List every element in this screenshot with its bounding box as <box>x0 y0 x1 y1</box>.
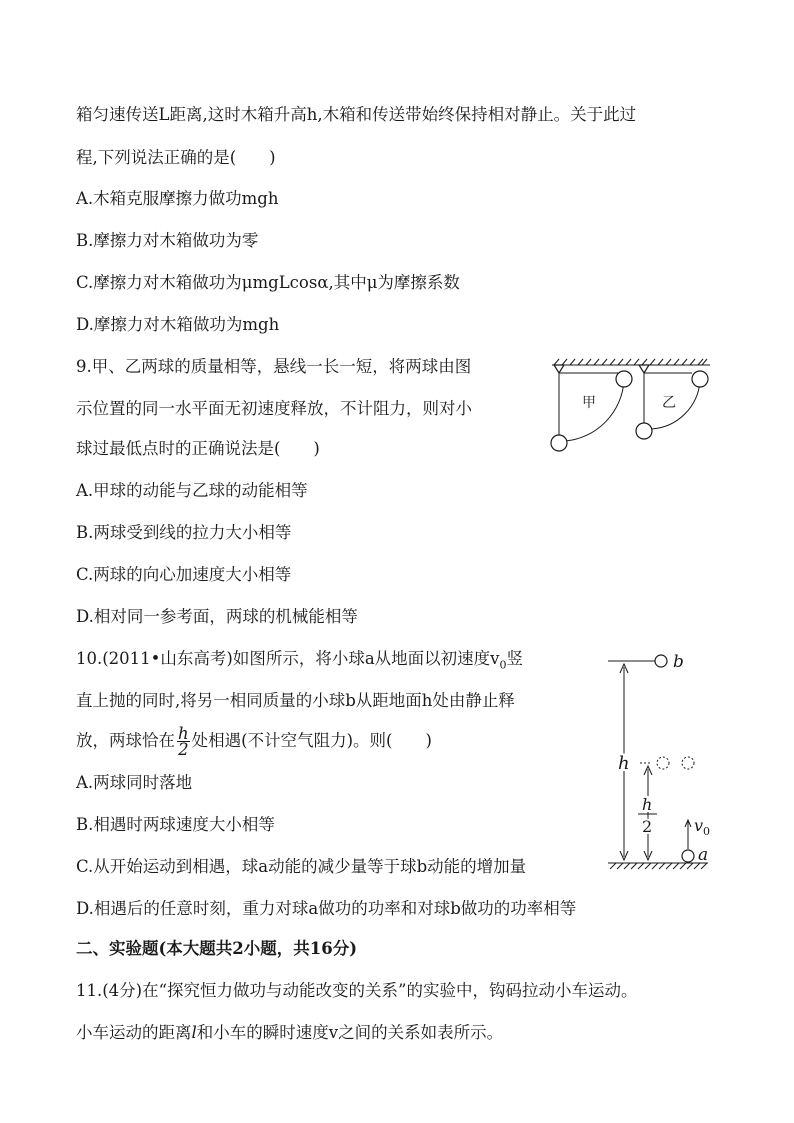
q10-stem-line3-end: 处相遇(不计空气阻力)。则( ) <box>191 731 432 750</box>
q11-stem-line2 <box>76 1021 503 1045</box>
q11-stem-line2-start: 小车运动的距离 <box>76 1023 192 1042</box>
label-v0 <box>694 816 710 838</box>
v0-subscript: 0 <box>499 658 507 672</box>
label-half-denominator: 2 <box>642 817 653 836</box>
ball-a <box>682 850 694 862</box>
meeting-ball-b-dashed <box>682 757 694 769</box>
label-half-numerator: h <box>642 795 653 814</box>
q8-stem-line2: 程,下列说法正确的是( ) <box>76 148 276 167</box>
q9-option-a: A.甲球的动能与乙球的动能相等 <box>76 481 308 500</box>
q10-option-a: A.两球同时落地 <box>76 773 193 792</box>
q9-stem-line1: 9.甲、乙两球的质量相等，悬线一长一短，将两球由图 <box>76 357 472 376</box>
label-a: a <box>698 845 709 865</box>
q10-stem-line3-start: 放，两球恰在 <box>76 731 175 750</box>
q9-option-d: D.相对同一参考面，两球的机械能相等 <box>76 607 358 626</box>
section2-heading: 二、实验题(本大题共2小题，共16分) <box>76 939 358 958</box>
label-h: h <box>618 753 630 774</box>
q10-stem-line1 <box>76 647 523 677</box>
label-yi: 乙 <box>662 395 676 411</box>
q10-stem-line1-text: 10.(2011•山东高考)如图所示，将小球a从地面以初速度v <box>76 649 500 668</box>
q9-option-c: C.两球的向心加速度大小相等 <box>76 565 292 584</box>
ground-hatch <box>610 863 707 869</box>
meeting-ball-a-dashed <box>657 757 669 769</box>
q9-pendulum-figure <box>540 355 720 455</box>
q10-option-c: C.从开始运动到相遇，球a动能的减少量等于球b动能的增加量 <box>76 857 527 876</box>
q10-option-d: D.相遇后的任意时刻，重力对球a做功的功率和对球b做功的功率相等 <box>76 899 577 918</box>
q10-stem-line2: 直上抛的同时,将另一相同质量的小球b从距地面h处由静止释 <box>76 691 515 710</box>
fraction-denominator: 2 <box>178 740 189 759</box>
q8-option-c: C.摩擦力对木箱做功为μmgLcosα,其中μ为摩擦系数 <box>76 273 460 292</box>
q11-stem-line1: 11.(4分)在“探究恒力做功与动能改变的关系”的实验中，钩码拉动小车运动。 <box>76 981 638 1000</box>
q10-stem-line3 <box>76 726 432 757</box>
q9-option-b: B.两球受到线的拉力大小相等 <box>76 523 292 542</box>
q10-figure <box>600 645 720 875</box>
q11-stem-line2-end: 和小车的瞬时速度v之间的关系如表所示。 <box>196 1023 504 1042</box>
q10-stem-line1-end: 竖 <box>506 649 523 668</box>
ball-b <box>655 655 667 667</box>
q8-option-d: D.摩擦力对木箱做功为mgh <box>76 315 280 334</box>
label-v-sub: 0 <box>703 825 711 838</box>
q9-stem-line3: 球过最低点时的正确说法是( ) <box>76 439 320 458</box>
label-v: v <box>694 816 704 835</box>
q8-stem-line1: 箱匀速传送L距离,这时木箱升高h,木箱和传送带始终保持相对静止。关于此过 <box>76 105 637 124</box>
distance-symbol-l: l <box>191 1023 197 1042</box>
fraction-numerator: h <box>178 724 189 743</box>
ceiling-hatch <box>552 359 710 365</box>
q8-option-a: A.木箱克服摩擦力做功mgh <box>76 189 279 208</box>
q8-option-b: B.摩擦力对木箱做功为零 <box>76 231 259 250</box>
q10-option-b: B.相遇时两球速度大小相等 <box>76 815 275 834</box>
h-half-fraction <box>177 726 190 757</box>
q9-stem-line2: 示位置的同一水平面无初速度释放，不计阻力，则对小 <box>76 399 472 418</box>
label-b: b <box>673 652 684 672</box>
label-jia: 甲 <box>582 395 596 411</box>
